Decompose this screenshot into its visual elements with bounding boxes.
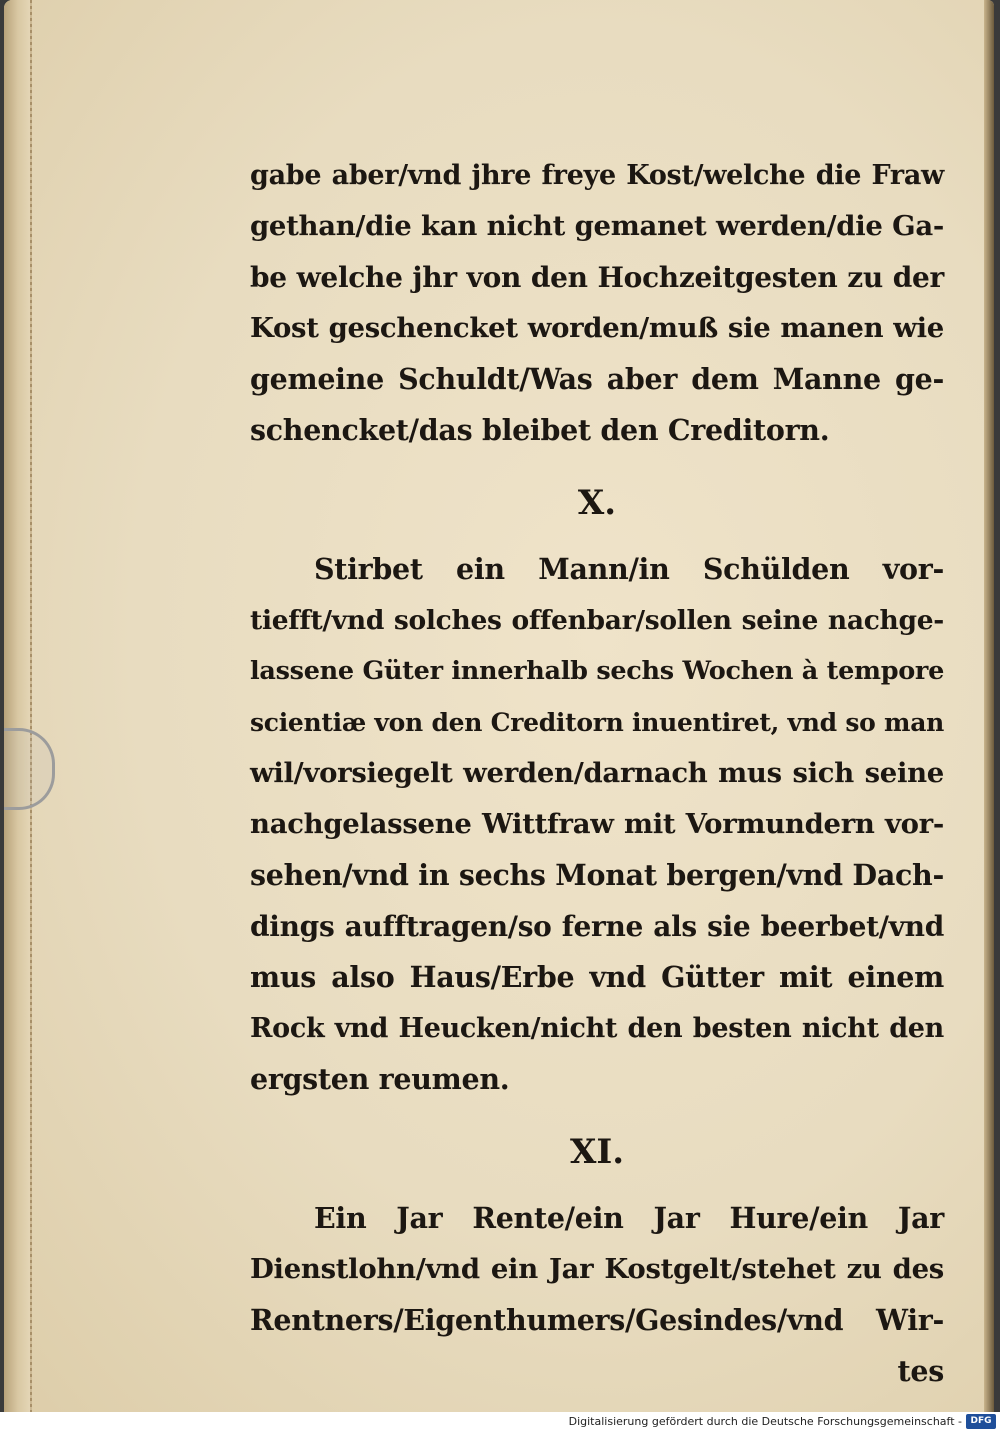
footer-credit: Digitalisierung gefördert durch die Deutsche Forschungsgemeinschaft -	[568, 1415, 962, 1428]
text-line: gabe aber/vnd jhre freye Kost/welche die Fraw	[250, 160, 944, 191]
section-heading-xi: XI.	[569, 1132, 625, 1172]
text-line: scientiæ von den Creditorn inuentiret, vnd so man	[250, 708, 944, 737]
paper-clip	[4, 728, 55, 810]
page-stack-edge	[4, 0, 32, 1412]
text-line: Rentners/Eigenthumers/Gesindes/vnd Wir-	[250, 1303, 944, 1337]
page-text	[250, 150, 944, 1397]
text-line: wil/vorsiegelt werden/darnach mus sich seine	[250, 757, 944, 789]
paragraph-3	[250, 1193, 944, 1397]
catchword: tes	[897, 1354, 944, 1388]
text-line: be welche jhr von den Hochzeitgesten zu der	[250, 261, 944, 294]
paragraph-1	[250, 150, 944, 456]
text-line: Stirbet ein Mann/in Schülden vor-	[314, 552, 944, 586]
text-line: nachgelassene Wittfraw mit Vormundern vor-	[250, 808, 944, 840]
text-line: gemeine Schuldt/Was aber dem Manne ge-	[250, 362, 944, 396]
text-line: gethan/die kan nicht gemanet werden/die Ga-	[250, 210, 944, 242]
text-line: lassene Güter innerhalb sechs Wochen à tempore	[250, 656, 944, 686]
text-line: mus also Haus/Erbe vnd Gütter mit einem	[250, 960, 944, 994]
text-line: ergsten reumen.	[250, 1062, 510, 1096]
text-line: tiefft/vnd solches offenbar/sollen seine nachge-	[250, 605, 944, 636]
text-line: dings aufftragen/so ferne als sie beerbet/vnd	[250, 910, 944, 943]
book-page	[4, 0, 994, 1412]
paragraph-2	[250, 544, 944, 1105]
book-binding	[984, 0, 994, 1412]
text-line: Rock vnd Heucken/nicht den besten nicht den	[250, 1013, 944, 1044]
text-line: schencket/das bleibet den Creditorn.	[250, 413, 830, 447]
text-line: sehen/vnd in sechs Monat bergen/vnd Dach-	[250, 858, 944, 892]
footer-bar	[0, 1412, 1000, 1433]
text-line: Kost geschencket worden/muß sie manen wie	[250, 312, 944, 344]
section-heading-x: X.	[577, 483, 617, 523]
text-line: Ein Jar Rente/ein Jar Hure/ein Jar	[314, 1201, 944, 1235]
text-line: Dienstlohn/vnd ein Jar Kostgelt/stehet zu des	[250, 1253, 944, 1285]
dfg-logo: DFG	[966, 1414, 996, 1429]
